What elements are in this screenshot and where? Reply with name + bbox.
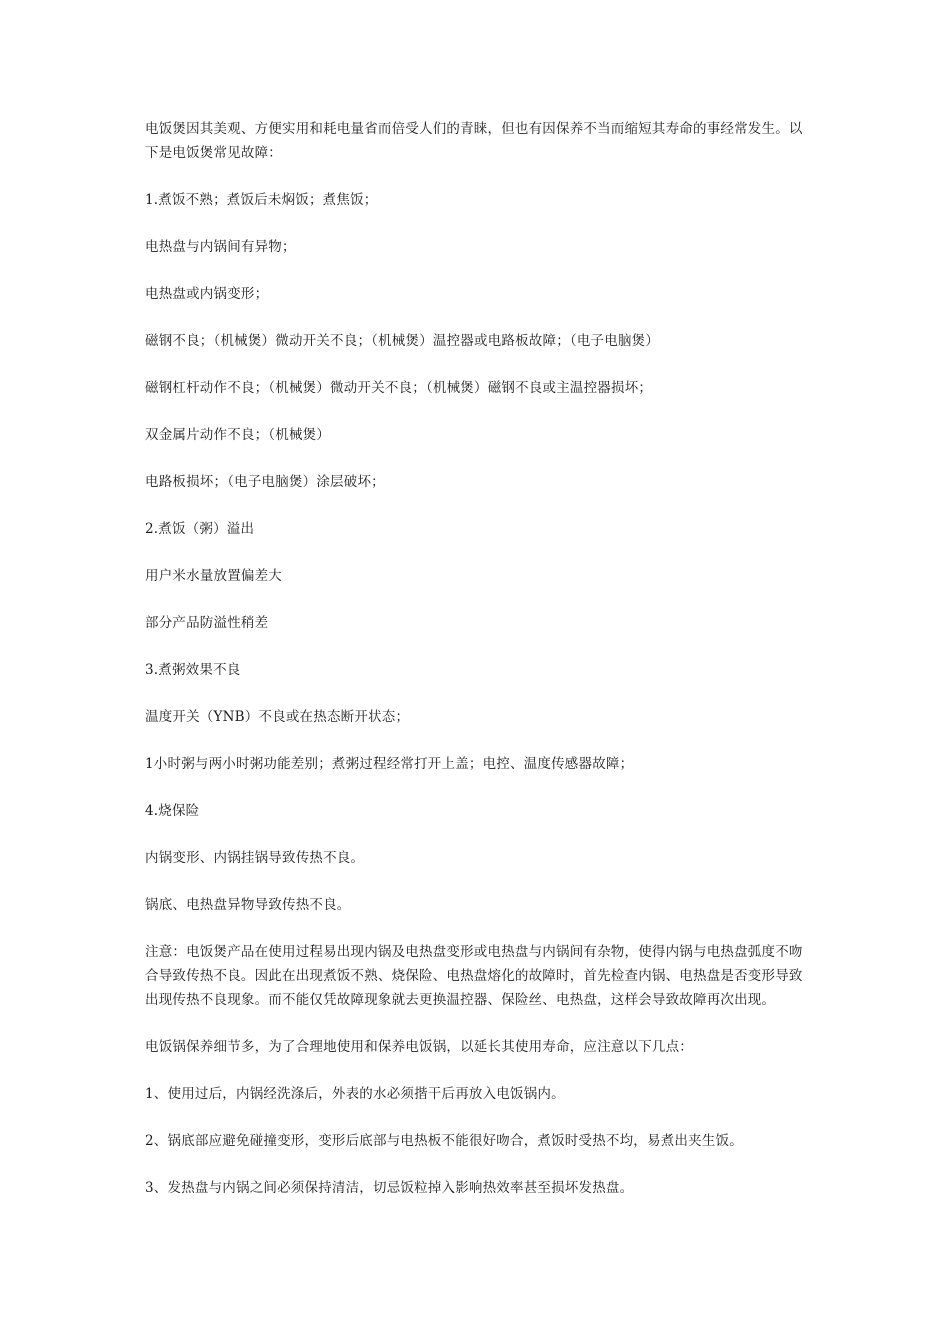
maintenance-tip: 1、使用过后，内锅经洗涤后，外表的水必须揩干后再放入电饭锅内。 — [145, 1086, 565, 1102]
cause-item: 双金属片动作不良；（机械煲） — [145, 427, 331, 443]
cause-item: 磁钢杠杆动作不良；（机械煲）微动开关不良；（机械煲）磁钢不良或主温控器损坏； — [145, 380, 653, 396]
cause-item: 1小时粥与两小时粥功能差别；煮粥过程经常打开上盖；电控、温度传感器故障； — [145, 756, 634, 772]
cause-item: 部分产品防溢性稍差 — [145, 615, 269, 631]
cause-item: 内锅变形、内锅挂锅导致传热不良。 — [145, 850, 365, 866]
section-3-heading: 3.煮粥效果不良 — [145, 662, 241, 678]
cause-item: 电路板损坏；（电子电脑煲）涂层破坏； — [145, 474, 385, 490]
maintenance-intro: 电饭锅保养细节多，为了合理地使用和保养电饭锅，以延长其使用寿命，应注意以下几点： — [145, 1039, 693, 1055]
section-4-heading: 4.烧保险 — [145, 803, 200, 819]
cause-item: 用户米水量放置偏差大 — [145, 568, 282, 584]
section-2-heading: 2.煮饭（粥）溢出 — [145, 521, 255, 537]
cause-item: 锅底、电热盘异物导致传热不良。 — [145, 897, 351, 913]
note-paragraph: 注意：电饭煲产品在使用过程易出现内锅及电热盘变形或电热盘与内锅间有杂物，使得内锅与电热盘弧度不吻合导致传热不良。因此在出现煮饭不熟、烧保险、电热盘熔化的故障时，首先检查内锅、电热盘是否变形导致出现传热不良现象。而不能仅凭故障现象就去更换温控器、保险丝、电热盘，这样会导致故障再次出现。 — [145, 944, 803, 1008]
cause-item: 温度开关（YNB）不良或在热态断开状态； — [145, 709, 410, 725]
cause-item: 磁钢不良；（机械煲）微动开关不良；（机械煲）温控器或电路板故障；（电子电脑煲） — [145, 333, 660, 349]
cause-item: 电热盘与内锅间有异物； — [145, 239, 296, 255]
intro-paragraph: 电饭煲因其美观、方便实用和耗电量省而倍受人们的青睐，但也有因保养不当而缩短其寿命的事经常发生。以下是电饭煲常见故障： — [145, 121, 803, 161]
maintenance-tip: 2、锅底部应避免碰撞变形，变形后底部与电热板不能很好吻合，煮饭时受热不均，易煮出夹生饭。 — [145, 1133, 743, 1149]
document-body — [145, 117, 810, 1223]
section-1-heading: 1.煮饭不熟；煮饭后未焖饭；煮焦饭； — [145, 192, 378, 208]
maintenance-tip: 3、发热盘与内锅之间必须保持清洁，切忌饭粒掉入影响热效率甚至损坏发热盘。 — [145, 1180, 634, 1196]
cause-item: 电热盘或内锅变形； — [145, 286, 269, 302]
